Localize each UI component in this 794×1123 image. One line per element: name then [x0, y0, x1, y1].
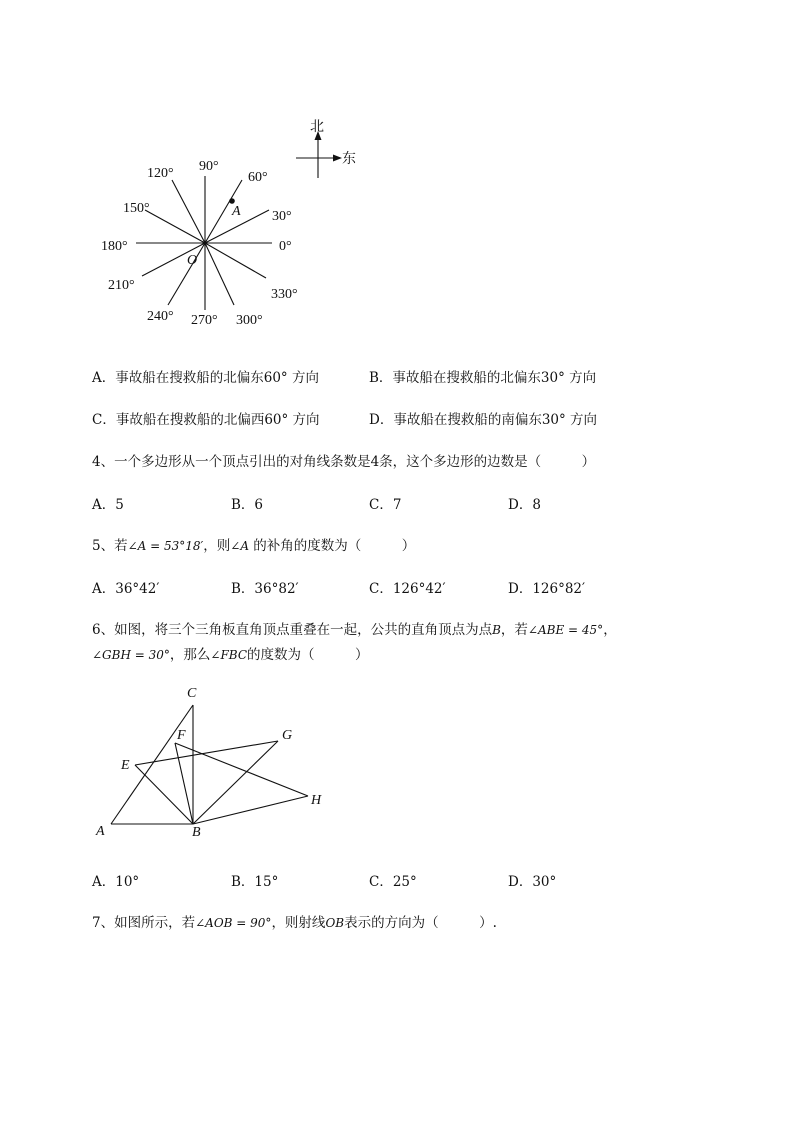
deg-label-60: 60° — [248, 170, 268, 185]
q6-line1-mid: ，若 — [500, 622, 528, 638]
deg-label-300: 300° — [236, 313, 263, 328]
q7-stem-expr: ∠AOB = 90° — [195, 916, 272, 930]
q3-option-c: C．事故船在搜救船的北偏西60° 方向 — [92, 412, 320, 428]
q7-stem — [92, 911, 497, 931]
triangle-lines — [111, 705, 308, 824]
q6-option-b: B．15° — [231, 874, 279, 890]
east-label: 东 — [342, 151, 356, 167]
q5-option-b: B．36°82′ — [231, 581, 299, 597]
q6-option-a: A．10° — [92, 874, 140, 890]
q3-option-d: D．事故船在搜救船的南偏东30° 方向 — [369, 412, 598, 428]
segment-be — [135, 765, 193, 824]
q3-option-a: A．事故船在搜救船的北偏东60° 方向 — [92, 370, 319, 386]
q6-line1-post: ， — [603, 622, 617, 638]
q4-option-c: C．7 — [369, 497, 402, 513]
segment-bh — [193, 796, 308, 824]
figure-label-a: A — [96, 824, 105, 839]
q6-line2-post: 的度数为（ ） — [247, 647, 369, 663]
q5-stem-pre: 5、若 — [92, 538, 128, 554]
q5-stem-expr: ∠A = 53°18′ — [127, 539, 204, 553]
segment-bf — [175, 743, 193, 824]
figure-label-g: G — [282, 728, 293, 743]
q7-stem-mid: ，则射线 — [271, 915, 326, 931]
deg-label-120: 120° — [147, 166, 174, 181]
deg-label-180: 180° — [101, 239, 128, 254]
figure-label-c: C — [187, 686, 197, 701]
q6-line1-pre: 6、如图，将三个三角板直角顶点重叠在一起，公共的直角顶点为点 — [92, 622, 493, 638]
q6-line2-expr: ∠GBH = 30° — [92, 648, 170, 662]
q6-option-d: D．30° — [508, 874, 557, 890]
segment-fh — [175, 743, 308, 796]
figure-label-f: F — [177, 728, 186, 743]
q6-option-c: C．25° — [369, 874, 417, 890]
q7-stem-pre: 7、如图所示，若 — [92, 915, 196, 931]
figure-label-h: H — [311, 793, 322, 808]
q7-stem-post: 表示的方向为（ ）. — [344, 915, 497, 931]
q5-option-c: C．126°42′ — [369, 581, 446, 597]
q3-option-b: B．事故船在搜救船的北偏东30° 方向 — [369, 370, 597, 386]
q5-stem-angle: ∠A — [230, 539, 249, 553]
deg-label-150: 150° — [123, 201, 150, 216]
q5-option-a: A．36°42′ — [92, 581, 160, 597]
point-a-label: A — [232, 204, 241, 219]
deg-label-0: 0° — [279, 239, 292, 254]
q7-stem-ray: OB — [325, 916, 345, 930]
deg-label-330: 330° — [271, 287, 298, 302]
deg-label-210: 210° — [108, 278, 135, 293]
q6-line2-mid: ，那么 — [169, 647, 211, 663]
q4-option-a: A．5 — [92, 497, 124, 513]
q4-option-d: D．8 — [508, 497, 541, 513]
q6-line1-point: B — [492, 623, 501, 637]
deg-label-240: 240° — [147, 309, 174, 324]
q4-stem: 4、一个多边形从一个顶点引出的对角线条数是4条，这个多边形的边数是（ ） — [92, 454, 596, 470]
figure-label-e: E — [121, 758, 130, 773]
q4-option-b: B．6 — [231, 497, 264, 513]
q5-stem-post: 的补角的度数为（ ） — [249, 538, 416, 554]
deg-label-90: 90° — [199, 159, 219, 174]
figure-label-b: B — [192, 825, 201, 840]
deg-label-30: 30° — [272, 209, 292, 224]
deg-label-270: 270° — [191, 313, 218, 328]
north-label: 北 — [310, 119, 324, 135]
origin-label: O — [187, 253, 198, 268]
q5-stem-mid: ，则 — [203, 538, 231, 554]
q6-line2-angle: ∠FBC — [210, 648, 247, 662]
q5-option-d: D．126°82′ — [508, 581, 586, 597]
q6-line1-expr: ∠ABE = 45° — [527, 623, 604, 637]
